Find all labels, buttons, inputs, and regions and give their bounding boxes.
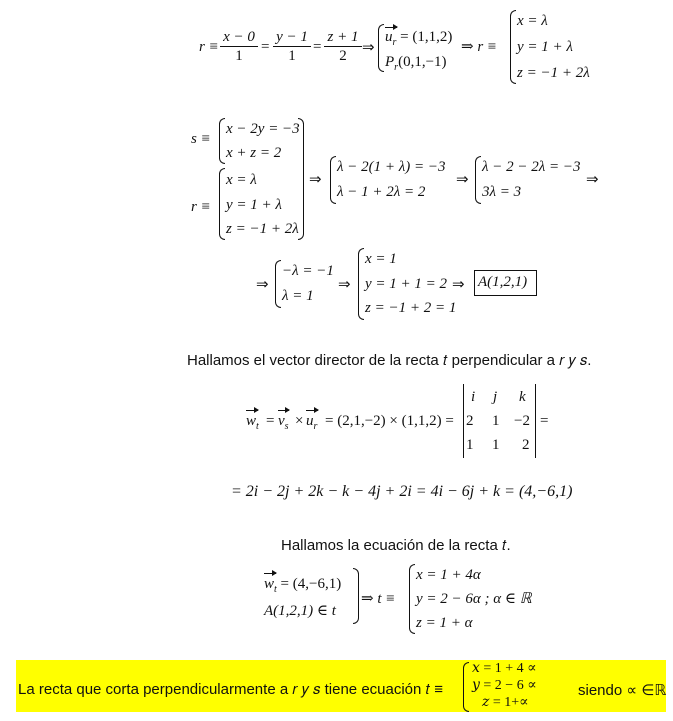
vector-u-value: = (1,1,2): [396, 29, 453, 45]
equals-2: =: [313, 39, 322, 55]
m-brace: [330, 156, 336, 204]
t-eq-3: z = 1 + α: [416, 615, 473, 631]
vector-w-t: [246, 414, 259, 432]
vector-w2-sub: t: [274, 584, 277, 595]
vector-arrow-v: [278, 410, 289, 411]
implies-arrow-2: ⇒: [309, 170, 322, 188]
r-label-2: r ≡: [191, 199, 211, 215]
fraction-z-den: 2: [339, 48, 347, 64]
det-r2-c2: 1: [492, 413, 500, 429]
cross-eq: =: [266, 413, 275, 429]
fraction-x: [220, 28, 258, 65]
vector-w-letter: w: [246, 413, 257, 429]
fraction-z-num: z + 1: [324, 28, 362, 47]
t-brace: [409, 564, 415, 634]
vector-w2-value: = (4,−6,1): [276, 576, 342, 592]
det-k: k: [519, 389, 526, 405]
implies-arrow-7: ⇒: [452, 275, 465, 293]
b-brace: [358, 248, 364, 320]
point-p-letter: P: [385, 54, 395, 70]
t-eq-2: y = 2 − 6α ; α ∈ ℝ: [416, 591, 532, 607]
m-eq-2: λ − 1 + 2λ = 2: [337, 184, 426, 200]
det-r3-c1: 1: [466, 437, 474, 453]
r-eq-3: z = −1 + 2λ: [226, 221, 299, 237]
implies-r: ⇒ r ≡: [461, 39, 498, 55]
expansion: = 2i − 2j + 2k − k − 4j + 2i = 4i − 6j + k = (4,−6,1): [231, 483, 573, 500]
vector-v-s: [278, 414, 289, 432]
det-j: j: [493, 389, 498, 405]
m-eq-1: λ − 2(1 + λ) = −3: [337, 159, 446, 175]
vector-u-letter: u: [385, 29, 393, 45]
fraction-y: [273, 28, 311, 65]
b-eq-3: z = −1 + 2 = 1: [365, 300, 457, 316]
cross-rhs: = (2,1,−2) × (1,1,2) =: [325, 413, 454, 429]
s-brace: [219, 118, 225, 164]
point-p-r: [385, 55, 447, 73]
point-p-sub: r: [394, 62, 399, 73]
t-eq-1: x = 1 + 4α: [416, 567, 481, 583]
vector-arrow-w: [246, 410, 258, 411]
b-eq-1: x = 1: [365, 251, 397, 267]
vector-w-sub: t: [256, 421, 259, 432]
cross-times: ×: [295, 413, 304, 429]
a-eq-1: −λ = −1: [282, 263, 334, 279]
conclusion-text: La recta que corta perpendicularmente a 𝑟 𝑦 𝑠 tiene ecuación 𝑡 ≡: [18, 681, 443, 698]
instruction-equation: Hallamos la ecuación de la recta 𝑡.: [281, 537, 511, 554]
vector-u2-sub: r: [313, 421, 318, 432]
conclusion-eq-3: 𝑧 = 1+∝: [482, 695, 529, 710]
point-p-value: (0,1,−1): [398, 54, 447, 70]
param-eq-x: x = λ: [517, 13, 548, 29]
conclusion-brace: [463, 662, 469, 712]
det-bar-right: [535, 384, 536, 458]
t-brace-right: [353, 568, 359, 624]
vector-u-r-2: [306, 414, 317, 432]
implies-arrow-5: ⇒: [256, 275, 269, 293]
r-label: r ≡: [199, 39, 219, 55]
point-a-in-t: A(1,2,1) ∈ t: [264, 603, 336, 619]
det-tail-eq: =: [540, 413, 549, 429]
vector-v-letter: v: [278, 413, 285, 429]
implies-arrow-3: ⇒: [456, 170, 469, 188]
param-eq-z: z = −1 + 2λ: [517, 65, 590, 81]
det-r3-c2: 1: [492, 437, 500, 453]
param-eq-y: y = 1 + λ: [517, 39, 573, 55]
instruction-vector: Hallamos el vector director de la recta 𝑡 perpendicular a 𝑟 𝑦 𝑠.: [187, 352, 592, 369]
equals-1: =: [261, 39, 270, 55]
a-brace: [275, 260, 281, 308]
det-r2-c1: 2: [466, 413, 474, 429]
det-r2-c3: −2: [514, 413, 530, 429]
b-eq-2: y = 1 + 1 = 2: [365, 276, 448, 292]
param-brace: [510, 10, 516, 84]
vector-v-sub: s: [284, 421, 289, 432]
combined-brace: [298, 118, 304, 240]
n-eq-1: λ − 2 − 2λ = −3: [482, 159, 581, 175]
system-brace: [378, 24, 384, 72]
fraction-x-num: x − 0: [220, 28, 258, 47]
r-eq-1: x = λ: [226, 172, 257, 188]
vector-arrow: [385, 27, 397, 28]
a-eq-2: λ = 1: [282, 288, 314, 304]
s-eq-1: x − 2y = −3: [226, 121, 300, 137]
fraction-y-den: 1: [288, 48, 296, 64]
s-eq-2: x + z = 2: [226, 145, 282, 161]
implies-t: ⇒ t ≡: [361, 591, 396, 607]
conclusion-tail: siendo ∝ ∈ℝ: [578, 682, 667, 699]
vector-u2-letter: u: [306, 413, 314, 429]
fraction-y-num: y − 1: [273, 28, 311, 47]
conclusion-eq-2: 𝑦 = 2 − 6 ∝: [472, 678, 537, 693]
r-eq-2: y = 1 + λ: [226, 197, 282, 213]
conclusion-eq-1: 𝑥 = 1 + 4 ∝: [472, 661, 537, 676]
implies-arrow-4: ⇒: [586, 170, 599, 188]
vector-u-r: [385, 30, 452, 48]
result-point: A(1,2,1): [478, 274, 528, 290]
n-brace: [475, 156, 481, 204]
vector-arrow-u: [306, 410, 318, 411]
vector-u-sub: r: [392, 37, 397, 48]
vector-w2-letter: w: [264, 576, 275, 592]
vector-w-t-2: [264, 577, 341, 595]
implies-arrow: ⇒: [362, 38, 375, 56]
fraction-z: [324, 28, 362, 65]
det-i: i: [471, 389, 476, 405]
r-brace: [219, 168, 225, 240]
s-label: s ≡: [191, 131, 211, 147]
n-eq-2: 3λ = 3: [482, 184, 522, 200]
fraction-x-den: 1: [235, 48, 243, 64]
det-bar-left: [463, 384, 464, 458]
det-r3-c3: 2: [522, 437, 530, 453]
implies-arrow-6: ⇒: [338, 275, 351, 293]
vector-arrow-w2: [264, 573, 276, 574]
